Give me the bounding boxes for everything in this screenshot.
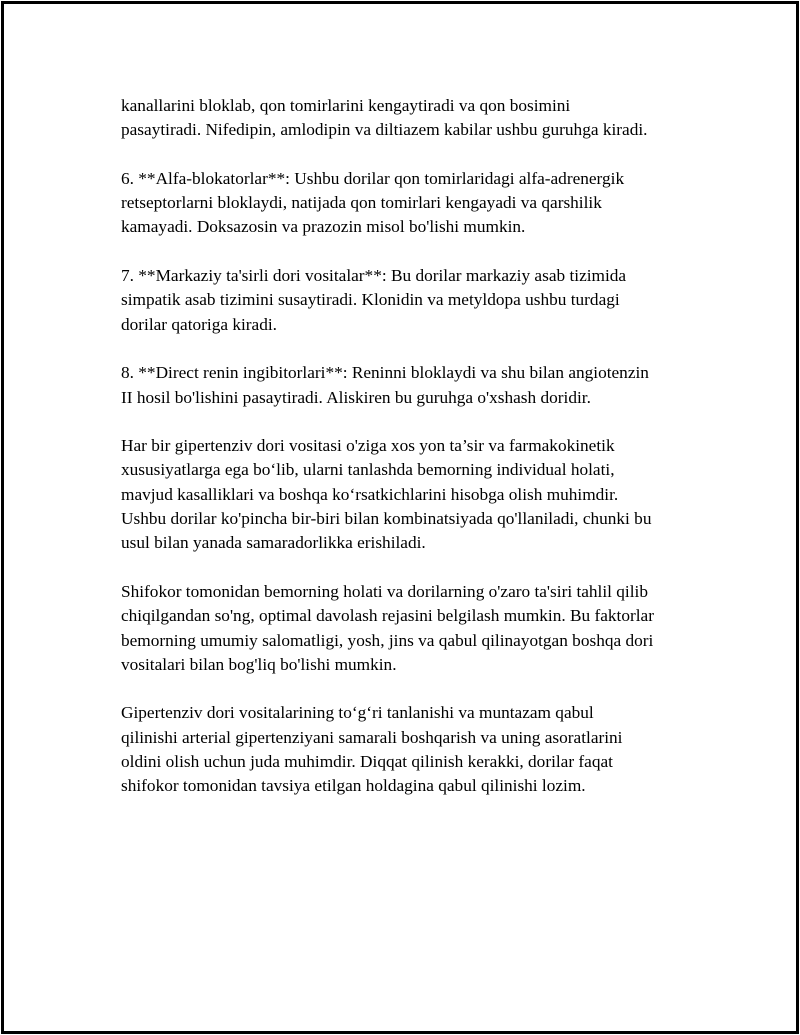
- text-line: Ushbu dorilar ko'pincha bir-biri bilan kombinatsiyada qo'llaniladi, chunki bu: [121, 509, 652, 529]
- text-line: mavjud kasalliklari va boshqa ko‘rsatkichlarini hisobga olish muhimdir.: [121, 484, 619, 504]
- paragraph-side-effects: [121, 434, 701, 555]
- text-line: 8. **Direct renin ingibitorlari**: Reninni bloklaydi va shu bilan angiotenzin: [121, 363, 649, 383]
- text-line: vositalari bilan bog'liq bo'lishi mumkin.: [121, 654, 397, 674]
- text-line: kanallarini bloklab, qon tomirlarini kengaytiradi va qon bosimini: [121, 96, 571, 115]
- text-line: Shifokor tomonidan bemorning holati va dorilarning o'zaro ta'siri tahlil qilib: [121, 581, 648, 601]
- paragraph-renin-inhibitors: [121, 361, 701, 410]
- page-frame: [1, 1, 799, 1034]
- text-line: shifokor tomonidan tavsiya etilgan holdagina qabul qilinishi lozim.: [121, 776, 586, 796]
- text-line: Har bir gipertenziv dori vositasi o'ziga xos yon ta’sir va farmakokinetik: [121, 436, 615, 456]
- paragraph-central-acting: [121, 264, 701, 337]
- text-line: retseptorlarni bloklaydi, natijada qon tomirlari kengayadi va qarshilik: [121, 193, 602, 213]
- text-line: usul bilan yanada samaradorlikka erishiladi.: [121, 533, 426, 553]
- text-line: simpatik asab tizimini susaytiradi. Klonidin va metyldopa ushbu turdagi: [121, 290, 620, 310]
- paragraph-conclusion: [121, 701, 701, 798]
- paragraph-calcium-blockers-continued: [121, 94, 701, 143]
- document-body: [121, 94, 701, 823]
- text-line: bemorning umumiy salomatligi, yosh, jins va qabul qilinayotgan boshqa dori: [121, 630, 654, 650]
- paragraph-doctor-assessment: [121, 580, 701, 677]
- paragraph-alpha-blockers: [121, 167, 701, 240]
- text-line: chiqilgandan so'ng, optimal davolash rejasini belgilash mumkin. Bu faktorlar: [121, 606, 654, 626]
- text-line: Gipertenziv dori vositalarining to‘g‘ri tanlanishi va muntazam qabul: [121, 703, 594, 723]
- text-line: kamayadi. Doksazosin va prazozin misol bo'lishi mumkin.: [121, 217, 526, 237]
- text-line: xususiyatlarga ega bo‘lib, ularni tanlashda bemorning individual holati,: [121, 460, 615, 480]
- text-line: qilinishi arterial gipertenziyani samarali boshqarish va uning asoratlarini: [121, 727, 623, 747]
- text-line: dorilar qatoriga kiradi.: [121, 314, 277, 334]
- text-line: 7. **Markaziy ta'sirli dori vositalar**: Bu dorilar markaziy asab tizimida: [121, 266, 627, 286]
- text-line: pasaytiradi. Nifedipin, amlodipin va diltiazem kabilar ushbu guruhga kiradi.: [121, 120, 648, 140]
- text-line: 6. **Alfa-blokatorlar**: Ushbu dorilar qon tomirlaridagi alfa-adrenergik: [121, 168, 625, 188]
- text-line: oldini olish uchun juda muhimdir. Diqqat qilinish kerakki, dorilar faqat: [121, 752, 613, 772]
- text-line: II hosil bo'lishini pasaytiradi. Aliskiren bu guruhga o'xshash doridir.: [121, 387, 591, 407]
